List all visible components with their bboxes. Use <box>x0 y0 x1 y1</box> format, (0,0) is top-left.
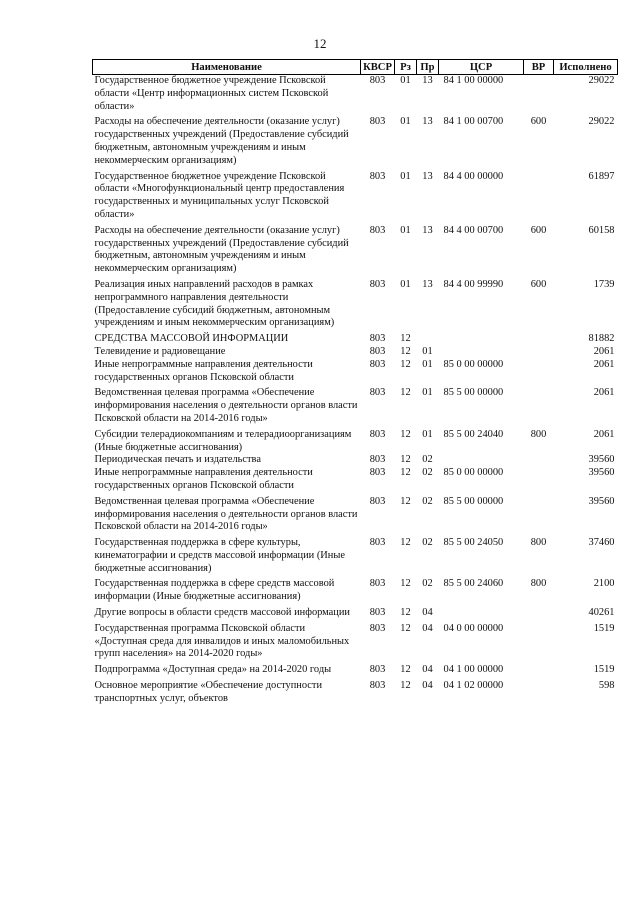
cell-kvsr: 803 <box>369 454 386 466</box>
cell-rz: 12 <box>400 495 411 507</box>
budget-table <box>92 59 618 706</box>
cell-pr: 02 <box>422 578 433 590</box>
table-row <box>93 276 618 330</box>
cell-kvsr: 803 <box>369 387 386 399</box>
table-header-row <box>93 60 618 75</box>
cell-amount: 2061 <box>593 345 615 357</box>
cell-csr: 84 1 00 00000 <box>443 75 504 86</box>
cell-rz: 01 <box>400 224 411 236</box>
cell-amount: 2061 <box>593 428 615 440</box>
cell-pr: 01 <box>422 428 433 440</box>
cell-pr: 04 <box>422 664 433 676</box>
cell-amount: 1519 <box>593 664 615 676</box>
cell-name: Расходы на обеспечение деятельности (оказание услуг) государственных учреждений (Предоставление субсидий бюджетным, автономным учреждениям и иным некоммерческим организациям) <box>94 224 349 275</box>
cell-kvsr: 803 <box>369 75 386 86</box>
cell-amount: 39560 <box>588 454 615 466</box>
cell-kvsr: 803 <box>369 495 386 507</box>
table-row <box>93 467 618 493</box>
cell-vr <box>524 620 554 661</box>
cell-csr: 85 0 00 00000 <box>443 467 504 479</box>
cell-csr: 84 4 00 00000 <box>443 170 504 182</box>
cell-rz: 12 <box>400 358 411 370</box>
cell-name: Основное мероприятие «Обеспечение доступности транспортных услуг, объектов <box>94 680 323 704</box>
cell-name: Ведомственная целевая программа «Обеспечение информирования населения о деятельности органов власти Псковской области на 2014-2016 годы» <box>94 495 358 533</box>
cell-pr: 13 <box>422 116 433 128</box>
header-kvsr: КВСР <box>361 60 395 75</box>
table-row <box>93 677 618 706</box>
page-number: 12 <box>313 36 327 51</box>
table-row <box>93 346 618 359</box>
table-row <box>93 222 618 276</box>
cell-name: Другие вопросы в области средств массовой информации <box>94 607 350 619</box>
cell-pr: 01 <box>422 358 433 370</box>
cell-name: Иные непрограммные направления деятельности государственных органов Псковской области <box>94 467 313 491</box>
cell-kvsr: 803 <box>369 170 386 182</box>
cell-name: Ведомственная целевая программа «Обеспечение информирования населения о деятельности органов власти Псковской области на 2014-2016 годы» <box>94 387 358 424</box>
cell-amount: 37460 <box>588 537 615 549</box>
cell-kvsr: 803 <box>369 278 386 290</box>
cell-pr <box>417 330 439 346</box>
cell-pr: 04 <box>422 622 433 634</box>
cell-amount: 81882 <box>588 333 615 345</box>
table-row <box>93 113 618 167</box>
cell-pr: 13 <box>422 224 433 236</box>
cell-name: Подпрограмма «Доступная среда» на 2014-2020 годы <box>94 664 332 676</box>
header-pr: Пр <box>417 60 439 75</box>
cell-rz: 12 <box>400 333 411 345</box>
cell-vr: 800 <box>530 537 547 549</box>
cell-amount: 39560 <box>588 495 615 507</box>
cell-name: Телевидение и радиовещание <box>94 345 226 357</box>
cell-name: Государственное бюджетное учреждение Псковской области «Многофункциональный центр предоставления государственных и муниципальных услуг Псковской области» <box>94 170 345 220</box>
cell-amount: 2061 <box>593 358 615 370</box>
cell-csr: 84 4 00 00700 <box>443 224 504 236</box>
cell-csr: 04 1 02 00000 <box>443 680 504 692</box>
cell-pr: 04 <box>422 607 433 619</box>
cell-kvsr: 803 <box>369 680 386 692</box>
table-row <box>93 168 618 222</box>
cell-kvsr: 803 <box>369 607 386 619</box>
cell-csr: 04 1 00 00000 <box>443 664 504 676</box>
cell-vr <box>524 467 554 493</box>
cell-csr: 85 0 00 00000 <box>443 358 504 370</box>
cell-pr: 02 <box>422 467 433 479</box>
cell-rz: 12 <box>400 454 411 466</box>
cell-kvsr: 803 <box>369 622 386 634</box>
cell-kvsr: 803 <box>369 467 386 479</box>
table-row <box>93 454 618 467</box>
table-row <box>93 384 618 425</box>
table-row <box>93 534 618 575</box>
cell-amount: 60158 <box>588 224 615 236</box>
cell-vr <box>524 330 554 346</box>
cell-amount: 2100 <box>593 578 615 590</box>
cell-amount: 39560 <box>588 467 615 479</box>
cell-vr <box>524 661 554 677</box>
cell-vr <box>524 493 554 534</box>
cell-pr: 13 <box>422 170 433 182</box>
cell-vr: 600 <box>530 278 547 290</box>
cell-amount: 1519 <box>593 622 615 634</box>
cell-name: Государственная поддержка в сфере культуры, кинематографии и средств массовой информации (Иные бюджетные ассигнования) <box>94 537 345 574</box>
cell-kvsr: 803 <box>369 537 386 549</box>
cell-rz: 01 <box>400 75 411 86</box>
cell-kvsr: 803 <box>369 664 386 676</box>
cell-csr: 84 1 00 00700 <box>443 116 504 128</box>
cell-csr: 85 5 00 00000 <box>443 387 504 399</box>
cell-vr <box>524 384 554 425</box>
table-row <box>93 575 618 604</box>
cell-csr: 04 0 00 00000 <box>443 622 504 634</box>
cell-name: Иные непрограммные направления деятельности государственных органов Псковской области <box>94 358 313 383</box>
header-vr: ВР <box>524 60 554 75</box>
table-row <box>93 620 618 661</box>
cell-rz: 12 <box>400 537 411 549</box>
cell-rz: 01 <box>400 116 411 128</box>
cell-pr: 02 <box>422 495 433 507</box>
cell-vr: 600 <box>530 116 547 128</box>
cell-amount: 2061 <box>593 387 615 399</box>
table-row <box>93 426 618 455</box>
cell-vr <box>524 604 554 620</box>
cell-vr <box>524 454 554 467</box>
cell-pr: 02 <box>422 454 433 466</box>
cell-csr <box>439 346 524 359</box>
header-rz: Рз <box>395 60 417 75</box>
cell-kvsr: 803 <box>369 428 386 440</box>
cell-vr: 600 <box>530 224 547 236</box>
cell-rz: 12 <box>400 680 411 692</box>
cell-rz: 12 <box>400 428 411 440</box>
table-row <box>93 75 618 114</box>
cell-pr: 13 <box>422 75 433 86</box>
cell-amount: 61897 <box>588 170 615 182</box>
cell-kvsr: 803 <box>369 224 386 236</box>
cell-name: Государственная поддержка в сфере средств массовой информации (Иные бюджетные ассигнования) <box>94 578 335 603</box>
cell-kvsr: 803 <box>369 358 386 370</box>
cell-name: Государственная программа Псковской области «Доступная среда для инвалидов и иных маломобильных групп населения» на 2014-2020 годы» <box>94 622 350 660</box>
header-done: Исполнено <box>554 60 618 75</box>
cell-csr: 85 5 00 24040 <box>443 428 504 440</box>
cell-amount: 29022 <box>588 116 615 128</box>
cell-rz: 12 <box>400 622 411 634</box>
cell-csr <box>439 454 524 467</box>
cell-vr <box>524 677 554 706</box>
cell-pr: 01 <box>422 387 433 399</box>
cell-rz: 12 <box>400 345 411 357</box>
cell-vr: 800 <box>530 578 547 590</box>
header-csr: ЦСР <box>439 60 524 75</box>
cell-rz: 12 <box>400 664 411 676</box>
cell-vr: 800 <box>530 428 547 440</box>
cell-rz: 01 <box>400 170 411 182</box>
cell-rz: 12 <box>400 467 411 479</box>
cell-vr <box>524 359 554 385</box>
cell-kvsr: 803 <box>369 578 386 590</box>
cell-amount: 29022 <box>588 75 615 86</box>
cell-rz: 01 <box>400 278 411 290</box>
cell-name: Субсидии телерадиокомпаниям и телерадиоорганизациям (Иные бюджетные ассигнования) <box>94 428 352 453</box>
cell-pr: 02 <box>422 537 433 549</box>
cell-kvsr: 803 <box>369 333 386 345</box>
cell-pr: 13 <box>422 278 433 290</box>
cell-kvsr: 803 <box>369 345 386 357</box>
cell-csr <box>439 604 524 620</box>
cell-amount: 1739 <box>593 278 615 290</box>
cell-csr: 85 5 00 24050 <box>443 537 504 549</box>
cell-csr <box>439 330 524 346</box>
cell-vr <box>524 75 554 114</box>
cell-csr: 85 5 00 00000 <box>443 495 504 507</box>
table-row <box>93 330 618 346</box>
cell-csr: 85 5 00 24060 <box>443 578 504 590</box>
cell-name: СРЕДСТВА МАССОВОЙ ИНФОРМАЦИИ <box>94 333 289 345</box>
table-row <box>93 604 618 620</box>
cell-amount: 40261 <box>588 607 615 619</box>
cell-name: Расходы на обеспечение деятельности (оказание услуг) государственных учреждений (Предоставление субсидий бюджетным, автономным учреждениям и иным некоммерческим организациям) <box>94 116 349 166</box>
cell-name: Периодическая печать и издательства <box>94 454 261 466</box>
header-name: Наименование <box>93 60 361 75</box>
cell-amount: 598 <box>598 680 615 692</box>
cell-rz: 12 <box>400 578 411 590</box>
cell-rz: 12 <box>400 387 411 399</box>
cell-pr: 04 <box>422 680 433 692</box>
cell-csr: 84 4 00 99990 <box>443 278 504 290</box>
cell-name: Государственное бюджетное учреждение Псковской области «Центр информационных систем Псковской области» <box>94 75 329 112</box>
table-row <box>93 661 618 677</box>
cell-rz: 12 <box>400 607 411 619</box>
cell-vr <box>524 346 554 359</box>
table-row <box>93 493 618 534</box>
cell-kvsr: 803 <box>369 116 386 128</box>
cell-pr: 01 <box>422 345 433 357</box>
cell-vr <box>524 168 554 222</box>
table-row <box>93 359 618 385</box>
cell-name: Реализация иных направлений расходов в рамках непрограммного направления деятельности (Предоставление субсидий бюджетным, автономным учреждениям и иным некоммерческим организациям) <box>94 278 335 329</box>
